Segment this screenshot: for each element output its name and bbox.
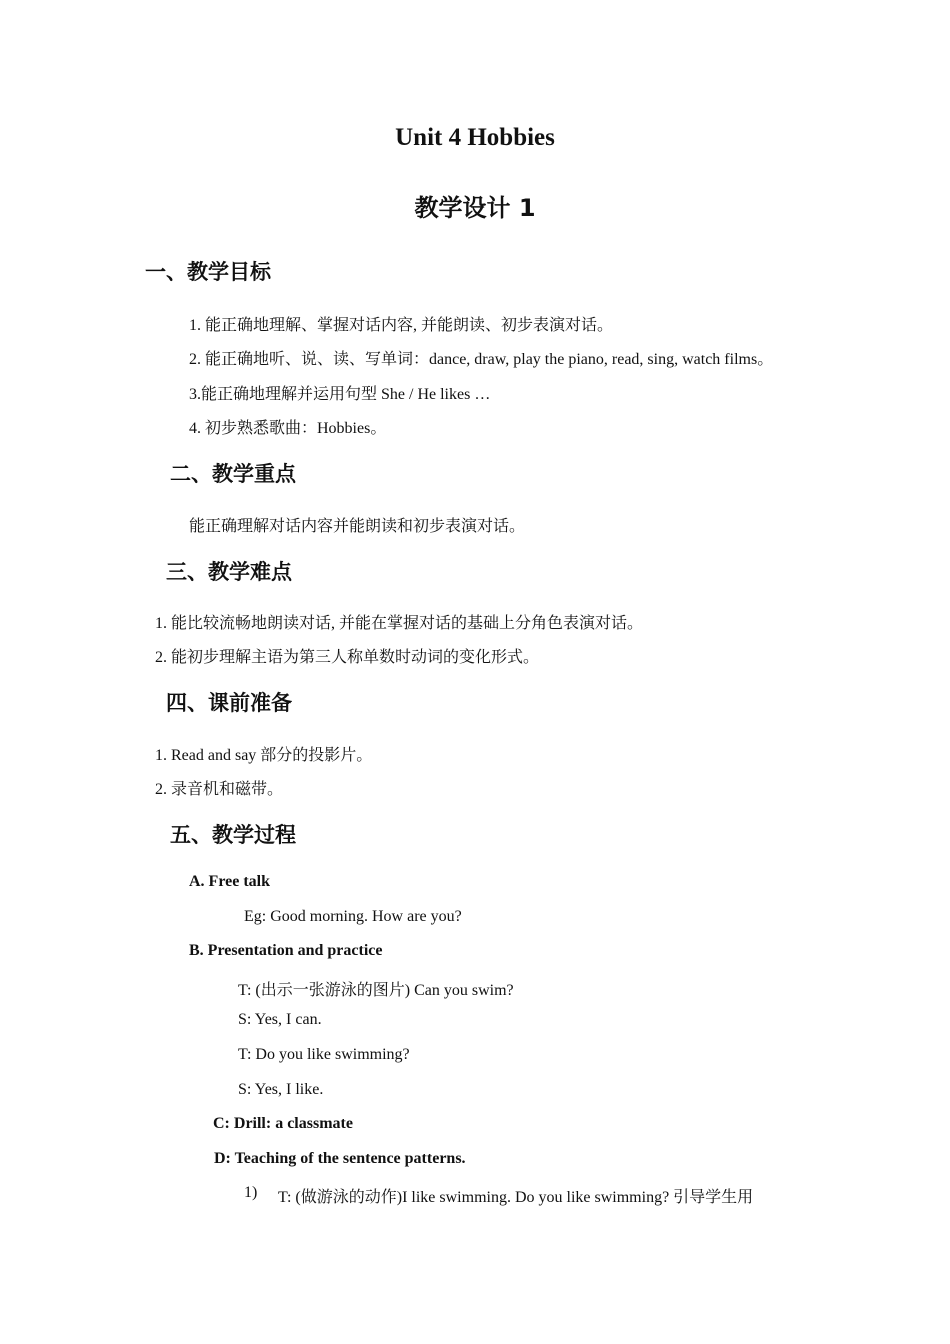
process-step-d-item-text: T: (做游泳的动作)I like swimming. Do you like swimming? 引导学生用 xyxy=(278,1189,754,1206)
section-heading-preparation: 四、课前准备 xyxy=(166,691,292,715)
preparation-item-2: 2. 录音机和磁带。 xyxy=(155,781,284,798)
section-heading-process: 五、教学过程 xyxy=(170,823,296,847)
document-subtitle: 教学设计 1 xyxy=(414,194,536,222)
document-title: Unit 4 Hobbies xyxy=(395,124,555,151)
process-step-b-line-2: S: Yes, I can. xyxy=(238,1011,322,1028)
process-step-b-line-3: T: Do you like swimming? xyxy=(238,1046,410,1063)
process-step-a-label: A. Free talk xyxy=(189,873,271,890)
objective-item-4: 4. 初步熟悉歌曲：Hobbies。 xyxy=(189,420,387,437)
preparation-item-1: 1. Read and say 部分的投影片。 xyxy=(155,747,373,764)
process-step-c-label: C: Drill: a classmate xyxy=(213,1115,353,1132)
key-point-item: 能正确理解对话内容并能朗读和初步表演对话。 xyxy=(189,518,526,535)
section-heading-objectives: 一、教学目标 xyxy=(145,260,271,284)
difficulty-item-2: 2. 能初步理解主语为第三人称单数时动词的变化形式。 xyxy=(155,649,540,666)
objective-item-2: 2. 能正确地听、说、读、写单词：dance, draw, play the piano, read, sing, watch films。 xyxy=(189,351,774,368)
objective-item-3: 3.能正确地理解并运用句型 She / He likes … xyxy=(189,386,491,403)
objective-item-1: 1. 能正确地理解、掌握对话内容, 并能朗读、初步表演对话。 xyxy=(189,317,614,334)
section-heading-difficulties: 三、教学难点 xyxy=(166,560,292,584)
process-step-b-line-1: T: (出示一张游泳的图片) Can you swim? xyxy=(238,982,514,999)
process-step-b-line-4: S: Yes, I like. xyxy=(238,1081,324,1098)
process-step-b-label: B. Presentation and practice xyxy=(189,942,383,959)
section-heading-key-points: 二、教学重点 xyxy=(170,462,296,486)
process-step-a-line: Eg: Good morning. How are you? xyxy=(244,908,462,925)
process-step-d-label: D: Teaching of the sentence patterns. xyxy=(214,1150,466,1167)
difficulty-item-1: 1. 能比较流畅地朗读对话, 并能在掌握对话的基础上分角色表演对话。 xyxy=(155,615,644,632)
process-step-d-item-number: 1) xyxy=(244,1184,258,1201)
